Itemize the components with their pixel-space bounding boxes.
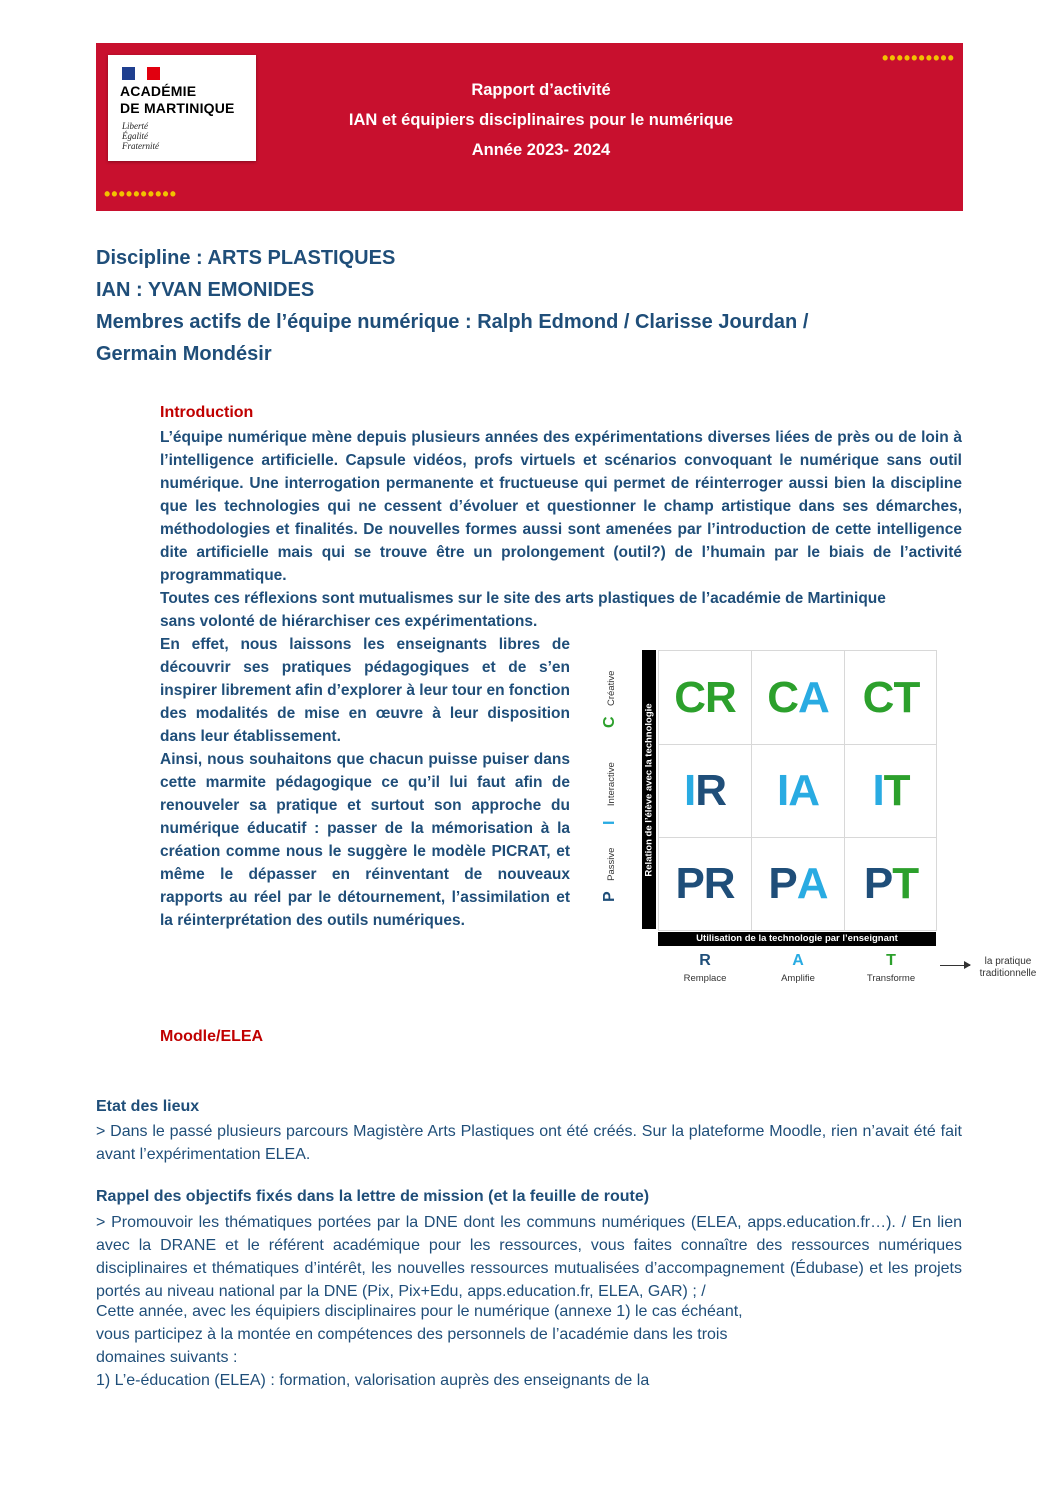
x-axis-label: Utilisation de la technologie par l’enseignant bbox=[696, 933, 898, 944]
etat-text: > Dans le passé plusieurs parcours Magistère Arts Plastiques ont été créés. Sur la plateforme Moodle, rien n’avait été fait avant l’expérimentation ELEA. bbox=[96, 1123, 962, 1163]
col-letter-R: R bbox=[699, 952, 711, 969]
cell-PA: P A bbox=[751, 837, 844, 931]
traditional-practice-label: la pratique traditionnelle bbox=[979, 956, 1037, 979]
report-year: Année 2023- 2024 bbox=[471, 141, 611, 159]
rappel-line-4: 1) L’e-éducation (ELEA) : formation, valorisation auprès des enseignants de la bbox=[96, 1372, 650, 1389]
rappel-text: > Promouvoir les thématiques portées par la DNE dont les communs numériques (ELEA, apps.education.fr…). / En lien avec la DRANE et le référent académique pour les ressources, vous faites connaître des ressources numériques disciplinaires et thématiques d’intérêt, les nouvelles ressources mutualisées d’accompagnement (Édubase) et les projets portés au niveau national par la DNE (Pix, Pix+Edu, apps.education.fr, ELEA, GAR) ; / bbox=[96, 1214, 962, 1300]
logo-motto: Liberté Égalité Fraternité bbox=[122, 121, 159, 151]
academie-logo bbox=[108, 55, 256, 161]
introduction-title: Introduction bbox=[160, 404, 254, 421]
cell-PR: PR bbox=[658, 837, 751, 931]
etat-heading: Etat des lieux bbox=[96, 1098, 200, 1115]
logo-line1: ACADÉMIE bbox=[120, 83, 197, 99]
cell-CR: CR bbox=[658, 651, 751, 745]
rappel-line-3: domaines suivants : bbox=[96, 1349, 238, 1366]
introduction-paragraph: L’équipe numérique mène depuis plusieurs années des expérimentations diverses liées de près ou de loin à l’intelligence artificielle. Capsule vidéos, profs virtuels et scénarios convoquant le numérique sans outil numérique. Une interrogation permanente et fructueuse qui permet de réinterroger aussi bien la discipline que les technologies qui ne cessent d’évoluer et questionner le champ artistique dans ses démarches, méthodologies et finalités. De nouvelles formes aussi sont amenées par l’introduction de cette intelligence dite artificielle mais qui se trouve être un prolongement (outil?) de l’humain par le biais de l’activité programmatique. bbox=[160, 429, 962, 584]
cell-CT: CT bbox=[844, 651, 937, 745]
col-word-remplace: Remplace bbox=[683, 973, 727, 984]
col-letter-T: T bbox=[886, 952, 896, 969]
report-title: Rapport d’activité bbox=[471, 81, 611, 99]
cell-CA: C A bbox=[751, 651, 844, 745]
cell-IT: I T bbox=[844, 744, 937, 838]
col-word-transforme: Transforme bbox=[866, 973, 916, 984]
cell-PT: P T bbox=[844, 837, 937, 931]
report-subtitle: IAN et équipiers disciplinaires pour le numérique bbox=[348, 111, 734, 129]
y-axis-label: Relation de l’élève avec la technologie bbox=[643, 703, 655, 877]
moodle-title: Moodle/ELEA bbox=[160, 1028, 264, 1045]
introduction-column bbox=[160, 633, 570, 932]
picrat-grid bbox=[658, 650, 937, 930]
rappel-line-1: Cette année, avec les équipiers disciplinaires pour le numérique (annexe 1) le cas échéant, bbox=[96, 1303, 743, 1320]
col-letter-A: A bbox=[792, 952, 804, 969]
introduction-paragraph-2: Toutes ces réflexions sont mutualismes sur le site des arts plastiques de l’académie de Martinique bbox=[160, 590, 886, 607]
decorative-dots: •••••••••• bbox=[881, 48, 955, 68]
flag-icon bbox=[122, 67, 160, 80]
cell-IR: I R bbox=[658, 744, 751, 838]
decorative-dots: •••••••••• bbox=[104, 184, 178, 204]
cell-IA: IA bbox=[751, 744, 844, 838]
introduction-paragraph-3: En effet, nous laissons les enseignants libres de découvrir ses pratiques pédagogiques et de s’en inspirer librement afin d’explorer à leur tour en fonction des modalités de mise en œuvre à leur disposition dans leur établissement. bbox=[160, 636, 570, 745]
rappel-line-2: vous participez à la montée en compétences des personnels de l’académie dans les trois bbox=[96, 1326, 728, 1343]
arrow-icon bbox=[940, 965, 970, 966]
col-word-amplifie: Amplifie bbox=[781, 973, 815, 984]
row-label-interactive: I Interactive bbox=[601, 762, 618, 825]
introduction-paragraph-2b: sans volonté de hiérarchiser ces expérimentations. bbox=[160, 613, 538, 630]
rappel-heading: Rappel des objectifs fixés dans la lettre de mission (et la feuille de route) bbox=[96, 1188, 650, 1205]
header-banner bbox=[96, 43, 963, 211]
row-label-creative: C Créative bbox=[601, 670, 618, 728]
ian-heading: IAN : YVAN EMONIDES bbox=[96, 279, 315, 301]
members-heading: Membres actifs de l’équipe numérique : Ralph Edmond / Clarisse Jourdan / bbox=[96, 311, 809, 333]
discipline-heading: Discipline : ARTS PLASTIQUES bbox=[96, 247, 396, 269]
logo-line2: DE MARTINIQUE bbox=[120, 100, 235, 116]
row-label-passive: P Passive bbox=[601, 847, 618, 902]
picrat-diagram bbox=[595, 640, 1045, 1000]
members-heading-cont: Germain Mondésir bbox=[96, 343, 272, 365]
introduction-paragraph-4: Ainsi, nous souhaitons que chacun puisse puiser dans cette marmite pédagogique ce qu’il lui faut afin de renouveler sa pratique et surtout son approche du numérique éducatif : passer de la mémorisation à la création comme nous le suggère le modèle PICRAT, et même le dépasser en réinventant de nouveaux rapports au réel par le détournement, l’assimilation et la réinterprétation des outils numériques. bbox=[160, 751, 570, 929]
